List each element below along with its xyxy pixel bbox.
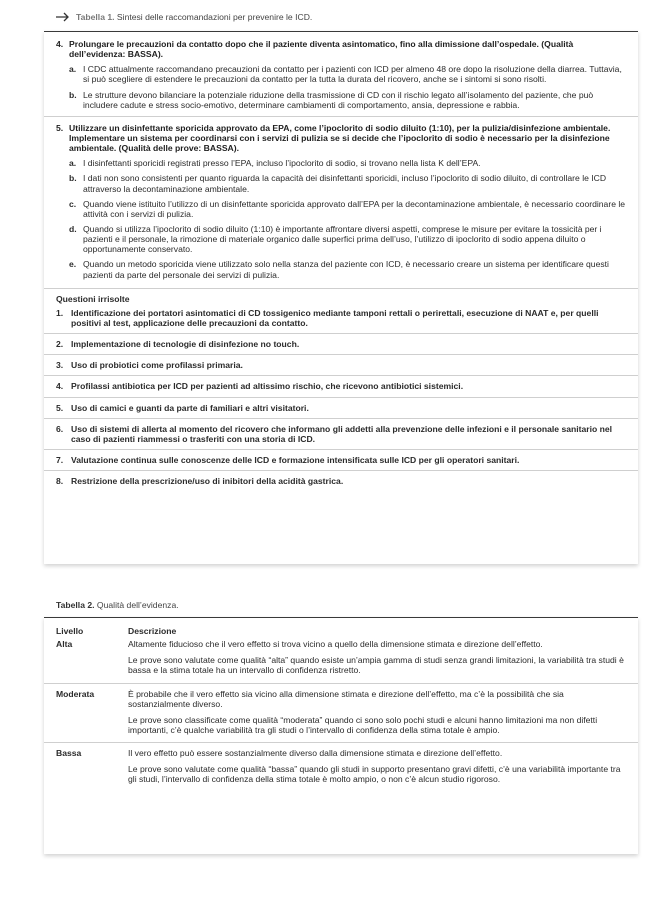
table2-label: Tabella 2. xyxy=(56,600,95,610)
question-item: 7. Valutazione continua sulle conoscenze delle ICD e formazione intensificata sulle ICD per gli operatori sanitari. xyxy=(56,454,520,465)
table2-title: Qualità dell’evidenza. xyxy=(96,600,179,610)
question-item: 2. Implementazione di tecnologie di disinfezione no touch. xyxy=(56,339,300,350)
description-cell: Altamente fiducioso che il vero effetto si trova vicino a quello della dimensione stimata e direzione dell’effetto. Le prove sono valutate come qualità “alta” quando esiste un’ampia gamma di studi senza grandi limitazioni, la variabilità tra studi è bassa e la stima totale ha un intervallo di confidenza ristretto. xyxy=(128,639,624,676)
sub-item: a. I disinfettanti sporicidi registrati presso l’EPA, incluso l’ipoclorito di sodio, si trovano nella lista K dell’EPA. xyxy=(69,158,481,169)
question-item: 5. Uso di camici e guanti da parte di familiari e altri visitatori. xyxy=(56,402,309,413)
level-cell: Alta xyxy=(56,639,73,650)
question-item: 3. Uso di probiotici come profilassi primaria. xyxy=(56,360,243,371)
level-cell: Moderata xyxy=(56,688,95,699)
question-item: 4. Profilassi antibiotica per ICD per pazienti ad altissimo rischio, che ricevono antibiotici sistemici. xyxy=(56,381,464,392)
table-row xyxy=(44,743,638,791)
table-row xyxy=(44,636,638,682)
sub-item: b. I dati non sono consistenti per quanto riguarda la capacità dei disinfettanti sporicidi, incluso l’ipoclorito di sodio diluito, di controllare le ICD attraverso la decontaminazione ambientale. xyxy=(69,173,607,194)
table2-card xyxy=(44,617,638,854)
table-row xyxy=(44,684,638,743)
table1-card xyxy=(44,31,638,564)
recommendation-5 xyxy=(44,117,638,280)
arrow-right-icon xyxy=(56,12,70,22)
table2-caption xyxy=(56,600,179,610)
table1-title: Sintesi delle raccomandazioni per prevenire le ICD. xyxy=(116,12,313,22)
column-header-description: Descrizione xyxy=(128,626,177,636)
question-item: 1. Identificazione dei portatori asintomatici di CD tossigenico mediante tamponi rettali o perirettali, esecuzione di NAAT e, per quelli positivi al test, applicazione delle precauzioni da contatto. xyxy=(56,307,599,328)
recommendation-heading: 4. Prolungare le precauzioni da contatto dopo che il paziente diventa asintomatico, fino alla dimissione dall’ospedale. (Qualità dell’evidenza: BASSA). xyxy=(56,39,574,60)
table1-caption xyxy=(56,12,312,22)
sub-item: d. Quando si utilizza l’ipoclorito di sodio diluito (1:10) è importante affrontare diversi aspetti, comprese le misure per evitare la tossicità per i pazienti e il personale, la rimozione di materiale organico dalle superfici prima dell’uso, l’utilizzo di ipoclorito di sodio appena diluito o opportunamente conservato. xyxy=(69,223,602,255)
question-item: 6. Uso di sistemi di allerta al momento del ricovero che informano gli addetti alla prevenzione delle infezioni e il personale sanitario nel caso di pazienti riammessi o trasferiti con una storia di ICD. xyxy=(56,423,613,444)
questions-title: Questioni irrisolte xyxy=(56,293,130,304)
recommendation-heading: 5. Utilizzare un disinfettante sporicida approvato da EPA, come l’ipoclorito di sodio diluito (1:10), per la pulizia/disinfezione ambientale. Implementare un sistema per coordinarsi con i servizi di pulizia se si decide che l’ipoclorito di sodio è necessario per la disinfezione ambientale. (Qualità delle prove: BASSA). xyxy=(56,122,611,154)
level-cell: Bassa xyxy=(56,748,82,759)
column-header-level: Livello xyxy=(56,626,84,636)
table1-label: Tabella 1. xyxy=(76,12,115,22)
sub-item: a. I CDC attualmente raccomandano precauzioni da contatto per i pazienti con ICD per almeno 48 ore dopo la risoluzione della diarrea. Tuttavia, si può scegliere di estendere le precauzioni da contatto per la tutta la durata del ricovero, anche se i sintomi si sono risolti. xyxy=(69,64,622,85)
question-item: 8. Restrizione della prescrizione/uso di inibitori della acidità gastrica. xyxy=(56,476,344,487)
recommendation-4 xyxy=(44,32,638,110)
table2-header-row xyxy=(44,618,638,636)
description-cell: Il vero effetto può essere sostanzialmente diverso dalla dimensione stimata e direzione dell’effetto. Le prove sono valutate come qualità “bassa” quando gli studi in supporto presentano gravi difetti, c’è una variabilità importante tra gli studi, l’intervallo di confidenza della stima totale è molto ampio, o non c’è alcun studio rigoroso. xyxy=(128,748,621,785)
description-cell: È probabile che il vero effetto sia vicino alla dimensione stimata e direzione dell’effetto, ma c’è la possibilità che sia sostanzialmente diverso. Le prove sono classificate come qualità “moderata” quando ci sono solo pochi studi e alcuni hanno limitazioni ma non difetti importanti, c’è qualche variabilità tra gli studi o l’intervallo di confidenza della stima totale è ampio. xyxy=(128,688,598,735)
sub-item: b. Le strutture devono bilanciare la potenziale riduzione della trasmissione di CD con il rischio legato all’isolamento del paziente, che può includere cadute e stress socio-emotivo, determinare cambiamenti di comportamento, ansia, depressione e rabbia. xyxy=(69,89,594,110)
sub-item: e. Quando un metodo sporicida viene utilizzato solo nella stanza del paziente con ICD, è necessario creare un sistema per identificare questi pazienti da parte del personale dei servizi di pulizia. xyxy=(69,259,609,280)
sub-item: c. Quando viene istituito l’utilizzo di un disinfettante sporicida approvato dall’EPA per la decontaminazione ambientale, è necessario coordinare le attività con i servizi di pulizia. xyxy=(69,198,626,219)
